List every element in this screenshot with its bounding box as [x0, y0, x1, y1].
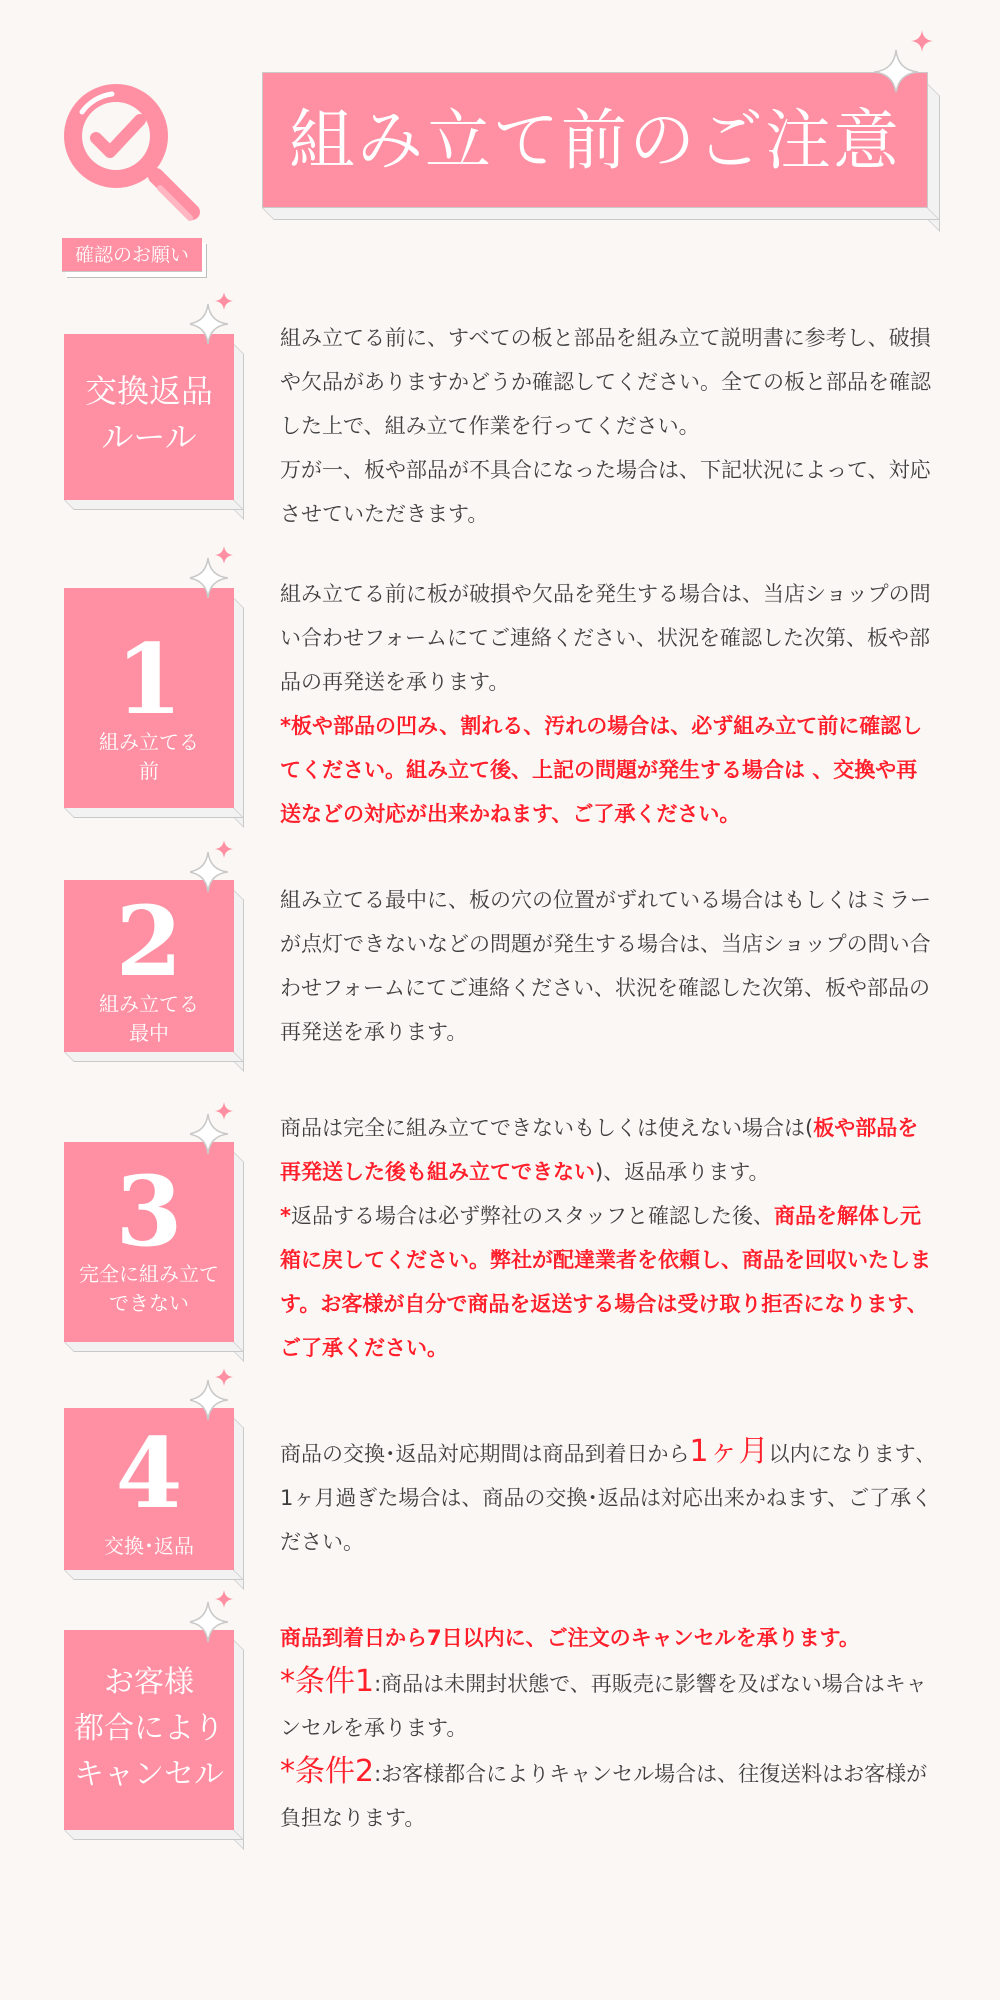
section-number: 1 [115, 623, 183, 736]
condition-label: *条件2 [280, 1754, 375, 1789]
box-face [64, 334, 234, 500]
box-side [234, 1418, 244, 1590]
box-side [234, 1152, 244, 1362]
section-box-rules [64, 334, 234, 504]
paragraph: 万が一、板や部品が不具合になった場合は、下記状況によって、対応させていただきます。 [280, 458, 931, 526]
title-box-bottom [262, 208, 940, 220]
cancel-headline: 商品到着日から7日以内に、ご注文のキャンセルを承ります。 [280, 1626, 860, 1650]
section-box-2 [64, 880, 234, 1056]
highlight-text: 板や部品を再発送した後も組み立てできない [280, 1116, 919, 1184]
section-text-3 [280, 1106, 936, 1370]
text-run: 商品の交換･返品対応期間は商品到着日から [280, 1442, 690, 1466]
section-box-1 [64, 588, 234, 814]
sparkle-icon [866, 28, 946, 92]
paragraph [280, 1106, 936, 1194]
sparkle-icon [190, 544, 240, 602]
paragraph [280, 1750, 936, 1840]
box-bottom [64, 1052, 244, 1062]
box-label-line2: 前 [139, 759, 159, 783]
sparkle-icon [190, 1100, 240, 1158]
text-run: 商品は完全に組み立てできないもしくは使えない場合は( [280, 1116, 814, 1140]
box-bottom [64, 500, 244, 510]
sparkle-icon [190, 1366, 240, 1424]
condition-label: *条件1 [280, 1664, 375, 1699]
section-box-3 [64, 1142, 234, 1348]
period-highlight: 1ヶ月 [689, 1434, 769, 1469]
text-run: 以内になります､1ヶ月過ぎた場合は、商品の交換･返品は対応出来かねます、ご了承ください。 [280, 1442, 933, 1554]
paragraph: 組み立てる前に板が破損や欠品を発生する場合は、当店ショップの問い合わせフォームにてご連絡ください、状況を確認した次第、板や部品の再発送を承ります。 [280, 582, 931, 694]
text-run: :商品は未開封状態で、再販売に影響を及ばない場合はキャンセルを承ります。 [280, 1672, 927, 1740]
text-run: )、返品承ります。 [595, 1160, 770, 1184]
box-bottom [64, 1830, 244, 1840]
section-box-cancel [64, 1630, 234, 1836]
box-face [64, 588, 234, 808]
paragraph [280, 1430, 936, 1564]
box-side [234, 344, 244, 520]
text-run: :お客様都合によりキャンセル場合は、往復送料はお客様が負担なります。 [280, 1762, 928, 1830]
sparkle-icon [190, 1588, 240, 1646]
box-face [64, 1408, 234, 1570]
box-face [64, 1630, 234, 1830]
section-text-cancel [280, 1616, 936, 1840]
paragraph [280, 1194, 936, 1370]
box-side [234, 890, 244, 1072]
box-label-line1: 交換返品 [84, 372, 213, 410]
section-number: 2 [115, 885, 183, 998]
star-mark: * [280, 1204, 291, 1228]
confirm-tag: 確認のお願い [62, 238, 202, 272]
paragraph: 組み立てる最中に、板の穴の位置がずれている場合はもしくはミラーが点灯できないなどの問題が発生する場合は、当店ショップの問い合わせフォームにてご連絡ください、状況を確認した次第、板や部品の再発送を承ります。 [280, 888, 931, 1044]
section-number: 4 [115, 1417, 183, 1530]
text-run: 返品する場合は必ず弊社のスタッフと確認した後、 [290, 1204, 774, 1228]
box-label-line1: 組み立てる [99, 992, 199, 1016]
box-face [64, 880, 234, 1052]
box-label-line1: 完全に組み立て [79, 1262, 219, 1286]
box-bottom [64, 1342, 244, 1352]
box-label-line3: キャンセル [74, 1757, 224, 1792]
box-label-line2: 都合により [74, 1711, 224, 1746]
sparkle-icon [190, 838, 240, 896]
box-side [234, 598, 244, 828]
box-bottom [64, 1570, 244, 1580]
page-title: 組み立て前のご注意 [262, 72, 928, 208]
section-text-2 [280, 878, 936, 1054]
box-side [234, 1640, 244, 1850]
section-box-4 [64, 1408, 234, 1574]
box-label-line2: できない [109, 1291, 189, 1315]
box-label-line1: 交換･返品 [104, 1534, 194, 1558]
box-label-line1: 組み立てる [99, 730, 199, 754]
box-label-line2: ルール [101, 418, 197, 456]
paragraph: 組み立てる前に、すべての板と部品を組み立て説明書に参考し、破損や欠品がありますかどうか確認してください。全ての板と部品を確認した上で、組み立て作業を行ってください。 [280, 326, 931, 438]
section-text-4 [280, 1430, 936, 1564]
magnifier-check-icon [52, 72, 212, 232]
section-text-1 [280, 572, 936, 836]
section-number: 3 [115, 1155, 183, 1268]
box-label-line2: 最中 [129, 1021, 169, 1045]
warning-text: *板や部品の凹み、割れる、汚れの場合は、必ず組み立て前に確認してください。組み立て後、上記の問題が発生する場合は 、交換や再送などの対応が出来かねます、ご了承ください。 [280, 714, 923, 826]
warning-text: 商品を解体し元箱に戻してください。弊社が配達業者を依頼し、商品を回収いたします。お客様が自分で商品を返送する場合は受け取り拒否になります、ご了承ください。 [280, 1204, 931, 1360]
section-text-rules [280, 316, 936, 536]
sparkle-icon [190, 290, 240, 348]
paragraph [280, 1660, 936, 1750]
box-face [64, 1142, 234, 1342]
box-bottom [64, 808, 244, 818]
box-label-line1: お客様 [104, 1665, 194, 1700]
